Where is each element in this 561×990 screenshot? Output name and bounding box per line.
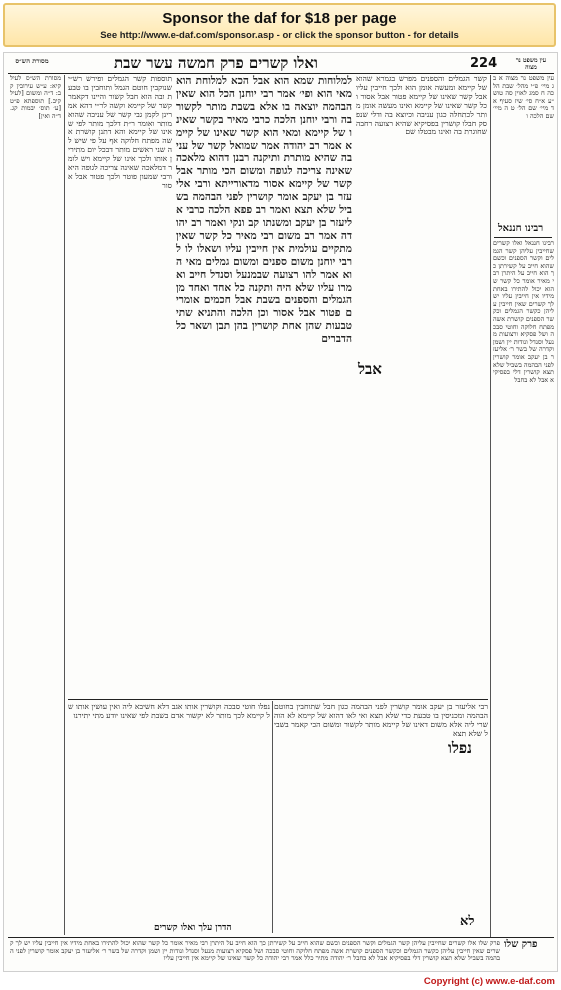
ein-mishpat-column <box>493 75 554 215</box>
lower-rule <box>68 699 488 700</box>
chananel-heading: רבינו חננאל <box>498 223 544 234</box>
footer-column <box>10 940 500 968</box>
lower-tosafot-text: נפלו חוטי סבכה וקושרין אותו אגב דלא חשיבא ליה ואין עושין אותו של קיימא לכך מותר לא יקשור אדם בשבת לפי שאינו יודע מתי יתירנו <box>68 703 270 720</box>
masoret-hashas-text: מסורת הש״ס לעיל קיא: ע״ש עירובין קב: ד״ה ומשום [לעיל קיב.] תוספתא פ״ט [ע׳ תוס׳ יבמות קג. ד״ה ואין] <box>10 75 61 120</box>
chapter-end: הדרן עלך ואלו קשרים <box>154 923 232 933</box>
nafal-word: נפלו <box>448 739 472 757</box>
footer-rule <box>8 937 554 938</box>
header-rule <box>8 73 554 74</box>
margin-label-left: מסורת הש״ס <box>15 57 49 65</box>
margin-label-right: עין משפט נר מצוה <box>515 57 547 71</box>
sponsor-subtitle[interactable]: See http://www.e-daf.com/sponsor.asp - or click the sponsor button - for details <box>100 30 459 41</box>
lower-divider <box>272 701 273 933</box>
column-divider <box>490 75 491 937</box>
sponsor-banner[interactable] <box>3 3 556 47</box>
sponsor-title[interactable]: Sponsor the daf for $18 per page <box>162 10 397 27</box>
copyright-link[interactable]: Copyright (c) www.e-daf.com <box>423 976 555 987</box>
aval-word: אבל <box>358 360 382 378</box>
rabbeinu-chananel-column <box>493 240 554 935</box>
ein-mishpat-text: עין משפט נר מצוה א ב ג מיי׳ פ״י מהל׳ שבת הלכה ח סמג לאוין סה טוש״ע א״ח סי׳ שיז סעיף א ד מיי׳ שם הל׳ ט ה מיי׳ שם הלכה ו <box>493 75 554 120</box>
gemara-main-text: למלוחות שמא הוא אבל הכא למלוחת הוא מאי הוא ופי׳ אמר רבי יוחנן הכל הוא שאין הבהמה יוצאה בו אלא בשבת מותר לקשור בה ורבי יוחנן הלכה כרבי מאיר בקשר שאינו של קיימא ומאי הוא קשר שאינו של קיימא אמר רב יהודה אמר שמואל קשר של עניבה שהיא מותרת ותיקנה רבנן דהוא מלאכה שאינה צריכה לגופה ומשום הכי מותר אבל קשר של קיימא אסור מדאורייתא ורבי אליעזר בן יעקב אומר קושרין לפני הבהמה בשביל שלא תצא ואמר רב פפא הלכה כרבי אליעזר בן יעקב ומשנתו קב ונקי ואמר רב יהודה אמר רב משום רבי מאיר כל קשר שאין מתקיים עולמית אין חייבין עליו ושאלו לו לרבי יוחנן משום ספנים ומשום גמלים מאי הוא אמר להו רצועה שבמנעל וסנדל חייב ואמרו עליו שלא היה ותקנה כל אחד ואחד מן הגמלים והספנים בשבת אבל חכמים אומרים פטור אבל אסור וכן הלכה והתניא שתי טבעות שהן אחת קושרין בהן תבן ושאר כל הדברים <box>176 75 352 346</box>
tosafot-column <box>68 75 172 697</box>
perek-label: פרק שלו <box>504 939 538 950</box>
rashi-column <box>356 75 487 597</box>
rashi-text: קשר הגמלים והספנים מפרש בגמרא שהוא של קיימא ומעשה אומן הוא ולכך חייבין עליו אבל קשר שאינו של קיימא פטור אבל אסור וכל קשר שאינו של קיימא ואינו מעשה אומן מותר לכתחלה כגון עניבה וכיוצא בה ודלי שנפסק חבלו קושרין בפסיקיא שהיא רצועה רחבה שחוגרת בה ואינו מבטלו שם <box>356 75 487 137</box>
chananel-rule <box>494 237 552 238</box>
running-title: ואלו קשרים פרק חמשה עשר שבת <box>114 54 318 72</box>
footer-text: פרק שלו אלו קשרים שחייבין עליהן קשר הגמלים וקשר הספנים וכשם שהוא חייב על קשירתן כך הוא חייב על היתרן רבי מאיר אומר כל קשר שהוא יכול להתירו באחת מידיו אין חייבין עליו יש לך קשרים שאין חייבין עליהן כקשר הגמלים וכקשר הספנים קושרת אשה מפתח חלוקה וחוטי סבכה ושל פסקיא רצועות מנעל וסנדל ונודות יין ושמן וקדרה של בשר ר׳ אליעזר בן יעקב אומר קושרין לפני הבהמה בשביל שלא תצא קושרין דלי בפסיקיא אבל לא בחבל ר׳ יהודה מתיר כלל אמר רבי יהודה כל קשר שאינו של קיימא אין חייבין עליו <box>10 940 500 963</box>
lower-tosafot-column <box>68 703 270 933</box>
tosafot-text: תוספות קשר הגמלים ופירש רש״י שנוקבין חוטם הגמל ותוחבין בו טבעת ובה הוא חבל קשור והיינו דקאמר קשר של קיימא וקשה לר״י דהא אמרינן לקמן גבי קשר של עניבה שהוא מותר ואומר ר״ת דלכך מותר לפי שאינו של קיימא והא דתנן קושרת אשה מפתח חלוקה אף על פי שיש לה שני ראשים מותר דבכל יום מתירין אותו ולכך אינו של קיימא ויש לומר דמלאכה שאינה צריכה לגופה היא ורבי שמעון פוטר ולכך פטור אבל אסור <box>68 75 172 190</box>
lower-rashi-column <box>274 703 488 933</box>
page-number: 224 <box>470 56 498 71</box>
talmud-page <box>3 52 558 972</box>
lower-rashi-text: רבי אליעזר בן יעקב אומר קושרין לפני הבהמה כגון חבל שתוחבין בחוטם הבהמה ומכניסין בו טבעת כדי שלא תצא ואי לאו דהוא של קיימא לא הוה שרי ליה אלא משום דאינו של קיימא מותר לקשור ומשום הכי קאמר בשביל שלא תצא <box>274 703 488 738</box>
column-divider <box>64 75 65 935</box>
rabbeinu-chananel-text: רבינו חננאל ואלו קשרים שחייבין עליהן קשר הגמלים וקשר הספנים וכשם שהוא חייב על קשירתן כך הוא חייב על היתרן רבי מאיר אומר כל קשר שהוא יכול להתירו באחת מידיו אין חייבין עליו יש לך קשרים שאין חייבין עליהן כקשר הגמלים וכקשר הספנים קושרת אשה מפתח חלוקה וחוטי סבכה ושל פסקיא ורצועות מנעל וסנדל ונודות יין ושמן וקדרה של בשר ר׳ אליעזר בן יעקב אומר קושרין לפני הבהמה בשביל שלא תצא קושרין דלי בפסיקיא אבל לא בחבל <box>493 240 554 384</box>
gemara-main-column <box>176 75 352 695</box>
lo-word: לא <box>460 914 475 929</box>
masoret-hashas-column <box>10 75 61 935</box>
